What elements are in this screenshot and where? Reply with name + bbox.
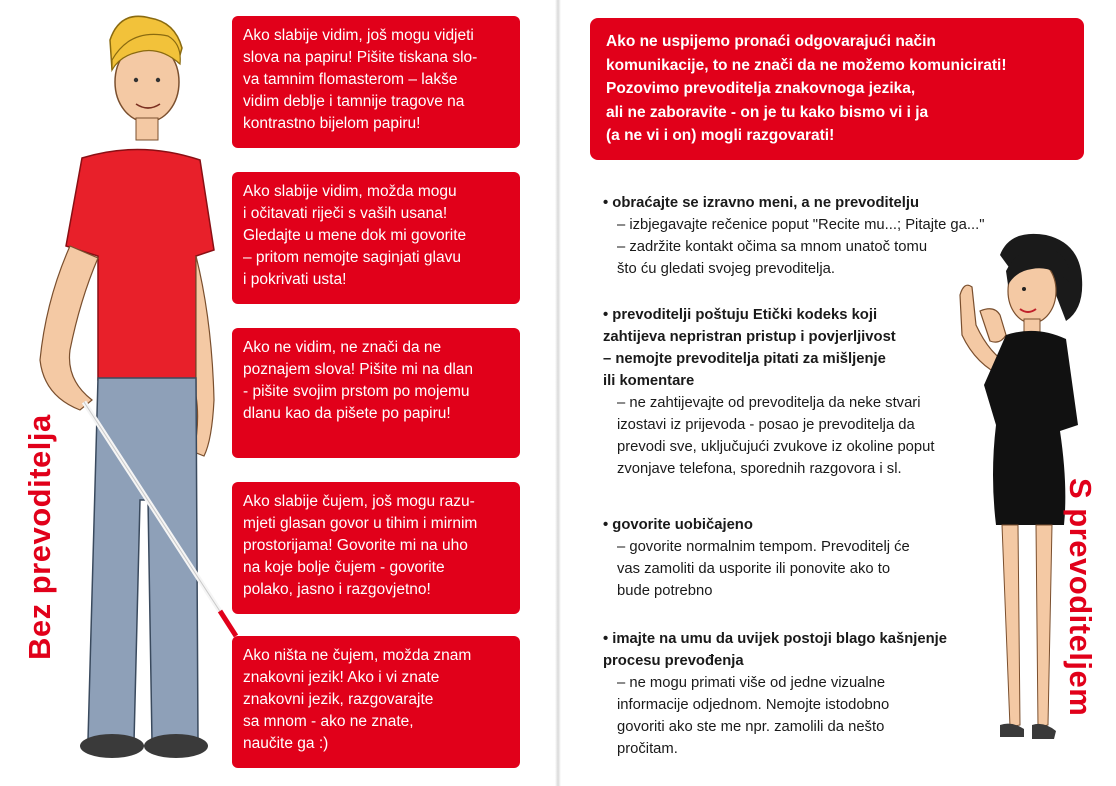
advice-block-2 [603,304,1003,480]
vertical-title-right: S prevoditeljem [1063,478,1098,717]
tip-card-3 [232,328,520,458]
interpreter-banner [590,18,1084,160]
advice-3-heading: • govorite uobičajeno [603,517,753,533]
tip-card-1-text: Ako slabije vidim, još mogu vidjeti slova na papiru! Pišite tiskana slo- va tamnim flomasterom – lakše vidim deblje i tamnije tragove na kontrastno bijelom papiru! [243,27,478,132]
advice-4-heading: • imajte na umu da uvijek postoji blago kašnjenje procesu prevođenja [603,631,947,669]
man-with-white-cane-illustration [0,0,240,786]
advice-1-sub-1: – izbjegavajte rečenice poput "Recite mu...; Pitajte ga..." [617,217,985,233]
tip-card-3-text: Ako ne vidim, ne znači da ne poznajem slova! Pišite mi na dlan - pišite svojim prstom po mojemu dlanu kao da pišete po papiru! [243,339,474,422]
advice-1-sub-2: – zadržite kontakt očima sa mnom unatoč tomu što ću gledati svojeg prevoditelja. [617,239,928,277]
tip-card-2 [232,172,520,304]
advice-3-sub-1: – govorite normalnim tempom. Prevoditelj će vas zamoliti da usporite ili ponovite ako to bude potrebno [617,539,910,599]
advice-2-sub-1: – ne zahtijevajte od prevoditelja da neke stvari izostavi iz prijevoda - posao je prevoditelja da prevodi sve, uključujući zvukove iz okoline poput zvonjave telefona, sporednih razgovora i sl. [617,395,935,477]
advice-2-heading: • prevoditelji poštuju Etički kodeks koji zahtijeva nepristran pristup i povjerljivost – nemojte prevoditelja pitati za mišljenje ili komentare [603,307,896,389]
tip-card-2-text: Ako slabije vidim, možda mogu i očitavati riječi s vaših usana! Gledajte u mene dok mi govorite – pritom nemojte saginjati glavu i pokrivati usta! [243,183,467,288]
advice-1-heading: • obraćajte se izravno meni, a ne prevoditelju [603,195,920,211]
tip-card-5 [232,636,520,768]
advice-4-sub-1: – ne mogu primati više od jedne vizualne informacije odjednom. Nemojte istodobno govoriti ako ste me npr. zamolili da nešto pročitam. [617,675,890,757]
vertical-title-left: Bez prevoditelja [22,414,57,660]
advice-block-1 [603,192,1003,280]
advice-block-4 [603,628,1003,760]
tip-card-5-text: Ako ništa ne čujem, možda znam znakovni jezik! Ako i vi znate znakovni jezik, razgovarajte sa mnom - ako ne znate, naučite ga :) [243,647,472,752]
interpreter-banner-text: Ako ne uspijemo pronaći odgovarajući način komunikacije, to ne znači da ne možemo komunicirati! Pozovimo prevoditelja znakovnoga jezika, ali ne zaboravite - on je tu kako bismo vi i ja (a ne vi i on) mogli razgovarati! [606,33,1007,144]
tip-card-4-text: Ako slabije čujem, još mogu razu- mjeti glasan govor u tihim i mirnim prostorijama! Govorite mi na uho na koje bolje čujem - govorite polako, jasno i razgovjetno! [243,493,478,598]
advice-block-3 [603,514,1003,602]
tip-card-1 [232,16,520,148]
tip-card-4 [232,482,520,614]
